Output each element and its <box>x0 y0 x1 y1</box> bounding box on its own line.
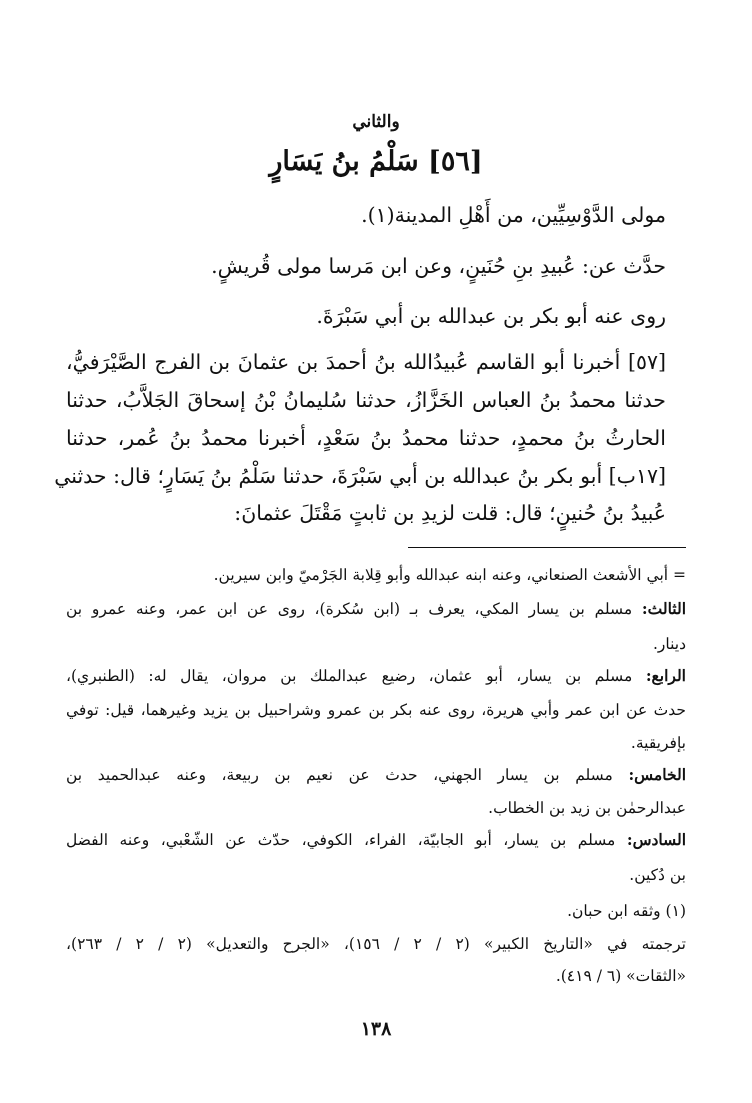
footnote-fifth <box>66 765 686 784</box>
main-line-6: الحارثُ بنُ محمدٍ، حدثنا محمدُ بنُ سَعْدٍ، أخبرنا محمدُ بنُ عُمر، حدثنا <box>66 426 666 450</box>
footnote-fifth-cont: عبدالرحمٰن بن زيد بن الخطاب. <box>488 799 686 817</box>
footnote-note-1: (١) وثقه ابن حبان. <box>567 902 686 920</box>
footnote-note-3: «الثقات» (٦ / ٤١٩). <box>555 967 686 985</box>
main-line-3: روى عنه أبو بكر بن عبدالله بن أبي سَبْرَةَ. <box>316 304 666 328</box>
footnote-line-1: = أبي الأشعث الصنعاني، وعنه ابنه عبدالله وأبو قِلابة الجَرْميّ وابن سيرين. <box>213 566 686 584</box>
footnote-fourth-label: الرابع: <box>645 666 686 685</box>
footnote-third-text: مسلم بن يسار المكي، يعرف بـ (ابن سُكرة)، روى عن ابن عمر، وعنه عمرو بن <box>66 600 633 618</box>
footnote-separator <box>408 547 686 548</box>
main-line-4: [٥٧] أخبرنا أبو القاسم عُبيدُالله بنُ أحمدَ بن عثمانَ بن الفرج الصَّيْرَفيُّ، <box>66 350 666 374</box>
entry-title: [٥٦] سَلْمُ بنُ يَسَارٍ <box>269 146 483 177</box>
main-line-8: عُبيدُ بنُ حُنينٍ؛ قال: قلت لزيدِ بن ثابتٍ مَقْتَلَ عثمانَ: <box>234 501 666 525</box>
main-line-5: حدثنا محمدُ بنُ العباس الخَزَّازُ، حدثنا سُليمانُ بْنُ إسحاقَ الجَلاَّبُ، حدثنا <box>66 388 666 412</box>
footnote-third-cont: دينار. <box>652 635 686 653</box>
main-line-7: [١٧ب] أبو بكر بنُ عبدالله بن أبي سَبْرَةَ، حدثنا سَلْمُ بنُ يَسَارٍ؛ قال: حدثني <box>54 464 666 488</box>
footnote-note-2: ترجمته في «التاريخ الكبير» (٢ / ٢ / ١٥٦)، «الجرح والتعديل» (٢ / ٢ / ٢٦٣)، <box>66 935 687 953</box>
main-line-1: مولى الدَّوْسِيِّين، من أَهْلِ المدينة(١). <box>361 203 666 227</box>
footnote-sixth-cont: بن دُكين. <box>629 866 686 884</box>
footnote-fourth-cont-2: بإفريقية. <box>630 734 686 752</box>
footnote-fourth <box>66 666 686 685</box>
footnote-sixth-label: السادس: <box>626 830 686 849</box>
footnote-third-label: الثالث: <box>641 599 686 618</box>
footnote-sixth-text: مسلم بن يسار، أبو الجابيّة، الفراء، الكوفي، حدّث عن الشّعْبي، وعنه الفضل <box>66 831 616 849</box>
footnote-fifth-text: مسلم بن يسار الجهني، حدث عن نعيم بن ربيعة، وعنه عبدالحميد بن <box>66 766 613 784</box>
footnote-third <box>66 599 686 618</box>
page-number: ١٣٨ <box>360 1018 392 1040</box>
footnote-fourth-text: مسلم بن يسار، أبو عثمان، رضيع عبدالملك بن مروان، يقال له: (الطنبري)، <box>66 667 633 685</box>
main-line-2: حدَّث عن: عُبيدِ بنِ حُنَينٍ، وعن ابن مَرسا مولى قُريشٍ. <box>211 254 666 278</box>
footnote-fifth-label: الخامس: <box>628 765 686 784</box>
footnote-fourth-cont-1: حدث عن ابن عمر وأبي هريرة، روى عنه بكر بن عمرو وشراحبيل بن يزيد وغيرهما، قيل: توفي <box>66 701 686 719</box>
footnote-sixth <box>66 830 686 849</box>
section-label: والثاني <box>352 112 400 132</box>
